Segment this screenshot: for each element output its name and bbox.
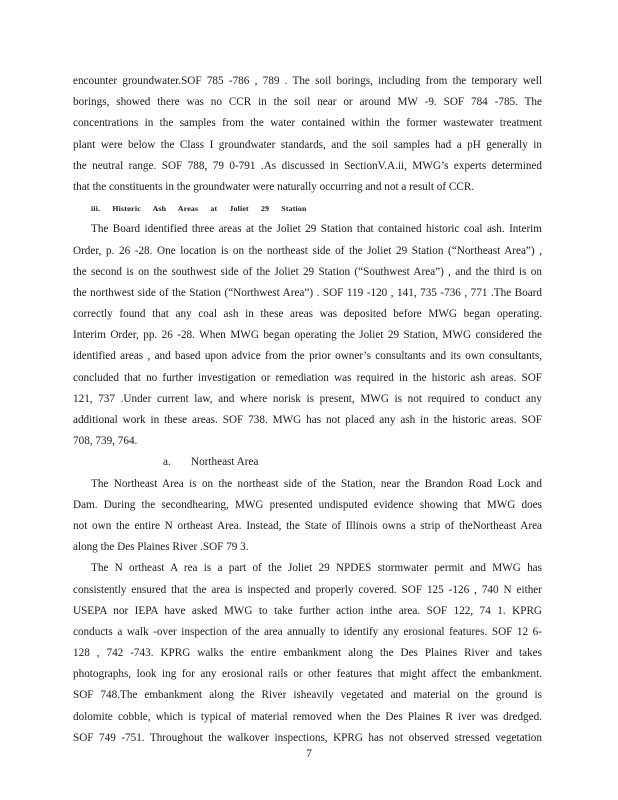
heading-marker: iii. — [91, 204, 101, 214]
body-line: borings, showed there was no CCR in the soil near or around MW -9. SOF 784 -785. The — [73, 96, 542, 109]
document-body — [73, 71, 542, 749]
body-line: correctly found that any coal ash in these areas was deposited before MWG began operating. — [73, 308, 542, 321]
body-line: Dam. During the secondhearing, MWG presented undisputed evidence showing that MWG does — [73, 498, 542, 511]
body-line: The N ortheast A rea is a part of the Joliet 29 NPDES stormwater permit and MWG has — [91, 562, 542, 575]
body-line: along the Des Plaines River .SOF 79 3. — [73, 541, 249, 554]
body-line: SOF 748.The embankment along the River isheavily vegetated and material on the ground is — [73, 689, 542, 702]
body-line: concluded that no further investigation or remediation was required in the historic ash areas. SOF — [73, 371, 542, 384]
body-line: that the constituents in the groundwater were naturally occurring and not a result of CCR. — [73, 180, 475, 193]
subsection-heading-northeast-area — [73, 452, 542, 473]
body-line: plant were below the Class I groundwater standards, and the soil samples had a pH generally in — [73, 138, 542, 151]
body-line: consistently ensured that the area is inspected and properly covered. SOF 125 -126 , 740 N either — [73, 583, 542, 596]
body-line: concentrations in the samples from the water contained within the former wastewater treatment — [73, 117, 542, 130]
body-line: dolomite cobble, which is typical of material removed when the Des Plaines R iver was dredged. — [73, 710, 542, 723]
body-line: the second is on the southwest side of the Joliet 29 Station (“Southwest Area”) , and the third is on — [73, 265, 542, 278]
body-line: not own the entire N ortheast Area. Instead, the State of Illinois owns a strip of theNortheast Area — [73, 519, 542, 532]
body-line: additional work in these areas. SOF 738. MWG has not placed any ash in the historic areas. SOF — [73, 414, 542, 426]
paragraph-board-identified — [73, 219, 542, 452]
body-line: conducts a walk -over inspection of the area annually to identify any erosional features. SOF 12 6- — [73, 625, 542, 638]
subheading-marker: a. — [163, 456, 171, 469]
body-line: the northwest side of the Station (“Northwest Area”) . SOF 119 -120 , 141, 735 -736 , 771 .The Board — [73, 286, 542, 299]
body-line: Order, p. 26 -28. One location is on the northeast side of the Joliet 29 Station (“Northeast Area”) , — [73, 244, 542, 257]
body-line: the neutral range. SOF 788, 79 0-791 .As discussed in SectionV.A.ii, MWG’s experts determined — [73, 159, 542, 172]
page-number: 7 — [306, 748, 312, 760]
body-line: identified areas , and based upon advice from the prior owner’s consultants and its own consultants, — [73, 350, 542, 363]
body-line: USEPA nor IEPA have asked MWG to take further action inthe area. SOF 122, 74 1. KPRG — [73, 604, 542, 617]
body-line: SOF 749 -751. Throughout the walkover inspections, KPRG has not observed stressed vegetation — [73, 731, 542, 744]
paragraph-northeast-location — [73, 474, 542, 559]
body-line: The Board identified three areas at the Joliet 29 Station that contained historic coal ash. Interim — [91, 223, 542, 236]
heading-text: Historic Ash Areas at Joliet 29 Station — [112, 204, 307, 214]
body-line: photographs, look ing for any erosional rails or other features that might affect the embankment. — [73, 668, 542, 681]
body-line: encounter groundwater.SOF 785 -786 , 789 . The soil borings, including from the temporary well — [73, 75, 542, 87]
paragraph-groundwater — [73, 71, 542, 198]
section-heading-historic-ash-areas — [73, 198, 542, 219]
body-line: 121, 737 .Under current law, and where norisk is present, MWG is not required to conduct any — [73, 392, 542, 405]
body-line: 128 , 742 -743. KPRG walks the entire embankment along the Des Plaines River and takes — [73, 647, 542, 660]
paragraph-northeast-inspections — [73, 558, 542, 749]
body-line: The Northeast Area is on the northeast side of the Station, near the Brandon Road Lock and — [91, 477, 542, 490]
body-line: 708, 739, 764. — [73, 435, 138, 448]
subheading-text: Northeast Area — [191, 456, 259, 469]
body-line: Interim Order, pp. 26 -28. When MWG began operating the Joliet 29 Station, MWG considered the — [73, 329, 542, 342]
